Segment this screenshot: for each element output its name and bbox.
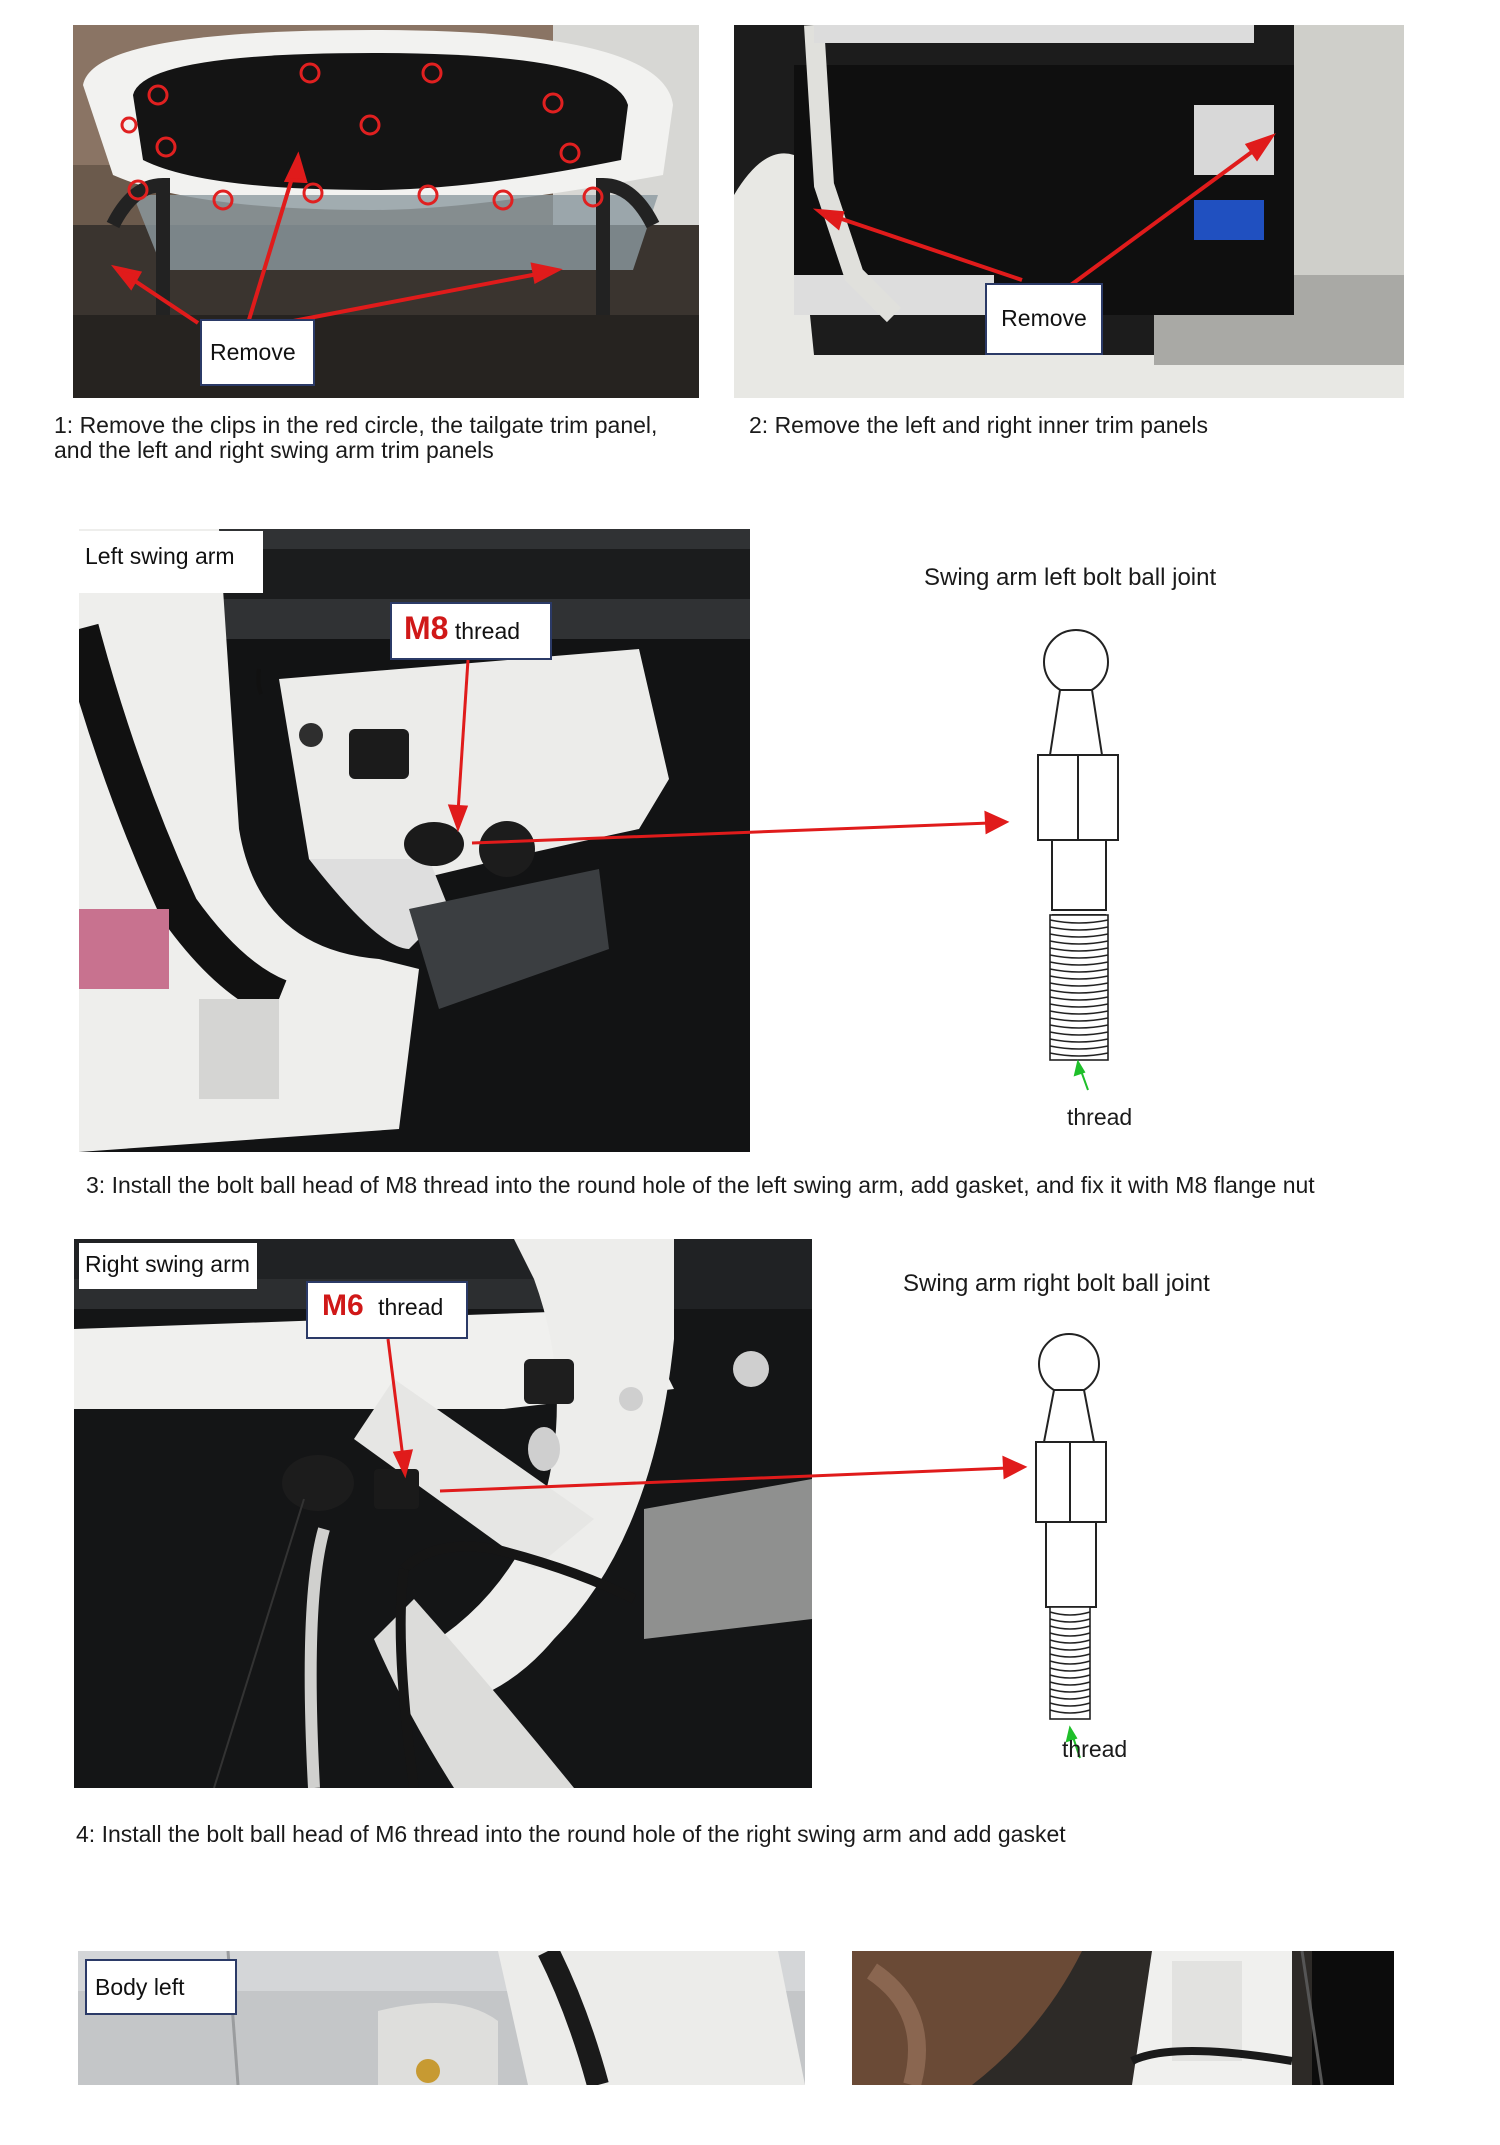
step4-size-label [306,1281,468,1339]
step3-bolt-diagram [1000,620,1200,1140]
step4-caption: 4: Install the bolt ball head of M6 thread into the round hole of the right swing arm and add gasket [76,1821,1066,1847]
step4-bolt-diagram [1000,1330,1200,1770]
step4-bolt-shank [1046,1522,1096,1607]
step3-thread-pointer-head [1075,1062,1084,1075]
step5-photo-right [852,1951,1394,2085]
step3-size-label [390,602,552,660]
step3-size: M8 [404,610,449,646]
step1-photo [73,25,699,398]
step3-bolt-neck [1050,690,1102,755]
step1-caption-line1: 1: Remove the clips in the red circle, the tailgate trim panel, [54,412,658,438]
step3-caption: 3: Install the bolt ball head of M8 thread into the round hole of the left swing arm, add gasket, and fix it with M8 flange nut [86,1172,1315,1198]
step3-thread-word: thread [454,618,521,644]
step4-bolt-neck [1044,1390,1094,1442]
step2-caption: 2: Remove the left and right inner trim panels [749,412,1208,438]
step4-diagram-title: Swing arm right bolt ball joint [903,1270,1210,1297]
step4-diagram-thread-label: thread [1062,1736,1128,1762]
step1-caption-line2: and the left and right swing arm trim panels [54,437,494,463]
step4-photo-label: Right swing arm [79,1243,257,1289]
step4-bolt-thread [1050,1607,1090,1719]
step3-diagram-thread-label: thread [1067,1104,1133,1130]
step4-size: M6 [322,1289,364,1322]
step1-remove-label: Remove [200,319,315,386]
step3-bolt-ball [1044,630,1108,694]
step4-thread-word: thread [378,1294,444,1320]
step3-diagram-title: Swing arm left bolt ball joint [924,564,1217,591]
step1-caption [54,413,714,463]
step3-bolt-thread [1050,915,1108,1060]
step3-bolt-shank [1052,840,1106,910]
step5-photo-label: Body left [85,1959,237,2015]
step2-remove-label: Remove [985,283,1103,355]
step3-photo-label: Left swing arm [79,531,263,593]
step4-bolt-ball [1039,1334,1099,1394]
